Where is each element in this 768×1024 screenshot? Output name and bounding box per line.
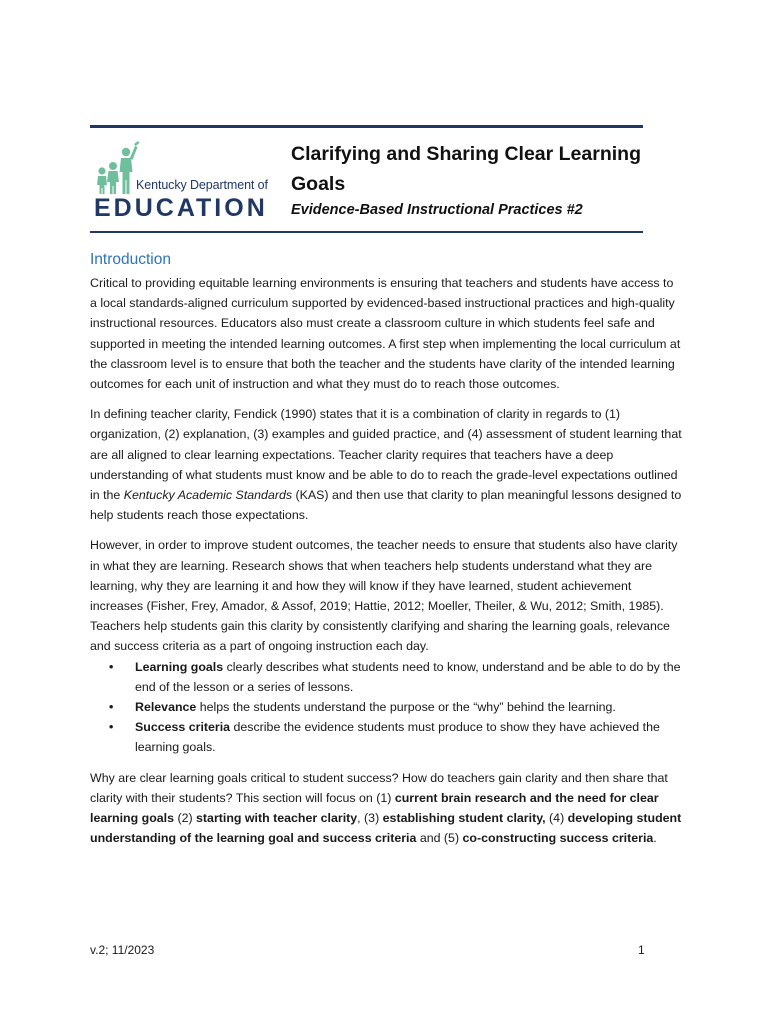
paragraph-text: (4) <box>545 811 568 826</box>
list-item-text: helps the students understand the purpose or the “why” behind the learning. <box>196 700 616 715</box>
paragraph-text: Why are clear learning goals critical to student success? How do teachers gain clarity and then share that clarity with their students? This section will focus on (1) <box>90 770 668 805</box>
topic-5: co-constructing success criteria <box>462 831 654 846</box>
list-item <box>135 697 682 717</box>
document-body <box>90 273 682 858</box>
topic-3: establishing student clarity, <box>382 811 546 826</box>
logo-org-text: Kentucky Department of <box>136 178 268 192</box>
topic-2: starting with teacher clarity <box>196 811 358 826</box>
list-item <box>135 717 682 757</box>
document-title: Clarifying and Sharing Clear Learning Goals <box>291 143 641 195</box>
paragraph-student-clarity: However, in order to improve student outcomes, the teacher needs to ensure that students also have clarity in what they are learning. Research shows that when teachers help students understand what they are learning, why they are learning it and how they will know if they have learned, student achievement increases (Fisher, Frey, Amador, & Assof, 2019; Hattie, 2012; Moeller, Theiler, & Wu, 2012; Smith, 1985). Teachers help students gain this clarity by consistently clarifying and sharing the learning goals, relevance and success criteria as a part of ongoing instruction each day. <box>90 538 678 654</box>
header-top-rule <box>90 125 643 128</box>
kas-title: Kentucky Academic Standards <box>123 488 293 503</box>
list-item-text: clearly describes what students need to know, understand and be able to do by the end of the lesson or a series of lessons. <box>135 659 681 694</box>
paragraph-text: (KAS) and then use that clarity to plan meaningful lessons designed to help students reach those expectations. <box>90 488 682 523</box>
paragraph-text: and (5) <box>416 831 463 846</box>
logo-education-wordmark: EDUCATION <box>94 194 268 222</box>
paragraph-teacher-clarity <box>90 404 682 525</box>
kde-logo <box>92 140 287 224</box>
paragraph-text: , (3) <box>357 811 383 826</box>
definitions-list <box>90 657 682 758</box>
paragraph-text: . <box>653 831 657 846</box>
children-figures-icon <box>94 140 142 196</box>
paragraph-text: (2) <box>174 811 197 826</box>
header-bottom-rule <box>90 231 643 233</box>
list-item-term: Relevance <box>135 700 197 715</box>
section-heading-introduction: Introduction <box>90 251 171 268</box>
footer-version: v.2; 11/2023 <box>90 943 155 957</box>
list-item <box>135 657 682 697</box>
list-item-term: Learning goals <box>135 659 224 674</box>
paragraph-text: In defining teacher clarity, Fendick (1990) states that it is a combination of clarity in regards to (1) organization, (2) explanation, (3) examples and guided practice, and (4) assessment of student learning that are all aligned to clear learning expectations. Teacher clarity requires that teachers have a deep understanding of what students must know and be able to do to reach the grade-level expectations outlined in the <box>90 407 682 503</box>
topic-1: current brain research and the need for clear learning goals <box>90 790 659 826</box>
list-item-text: describe the evidence students must produce to show they have achieved the learning goals. <box>135 720 660 755</box>
footer-page-number: 1 <box>638 943 645 957</box>
paragraph-section-overview <box>90 768 682 849</box>
topic-4: developing student understanding of the learning goal and success criteria <box>90 811 682 846</box>
paragraph-intro: Critical to providing equitable learning environments is ensuring that teachers and students have access to a local standards-aligned curriculum supported by evidenced-based instructional practices and high-quality instructional resources. Educators also must create a classroom culture in which students feel safe and supported in meeting the intended learning outcomes. A first step when implementing the local curriculum at the classroom level is to ensure that both the teacher and the students have clarity of the intended learning outcomes for each unit of instruction and what they must do to reach those outcomes. <box>90 276 681 392</box>
document-subtitle: Evidence-Based Instructional Practices #2 <box>291 202 583 218</box>
list-item-term: Success criteria <box>135 720 231 735</box>
